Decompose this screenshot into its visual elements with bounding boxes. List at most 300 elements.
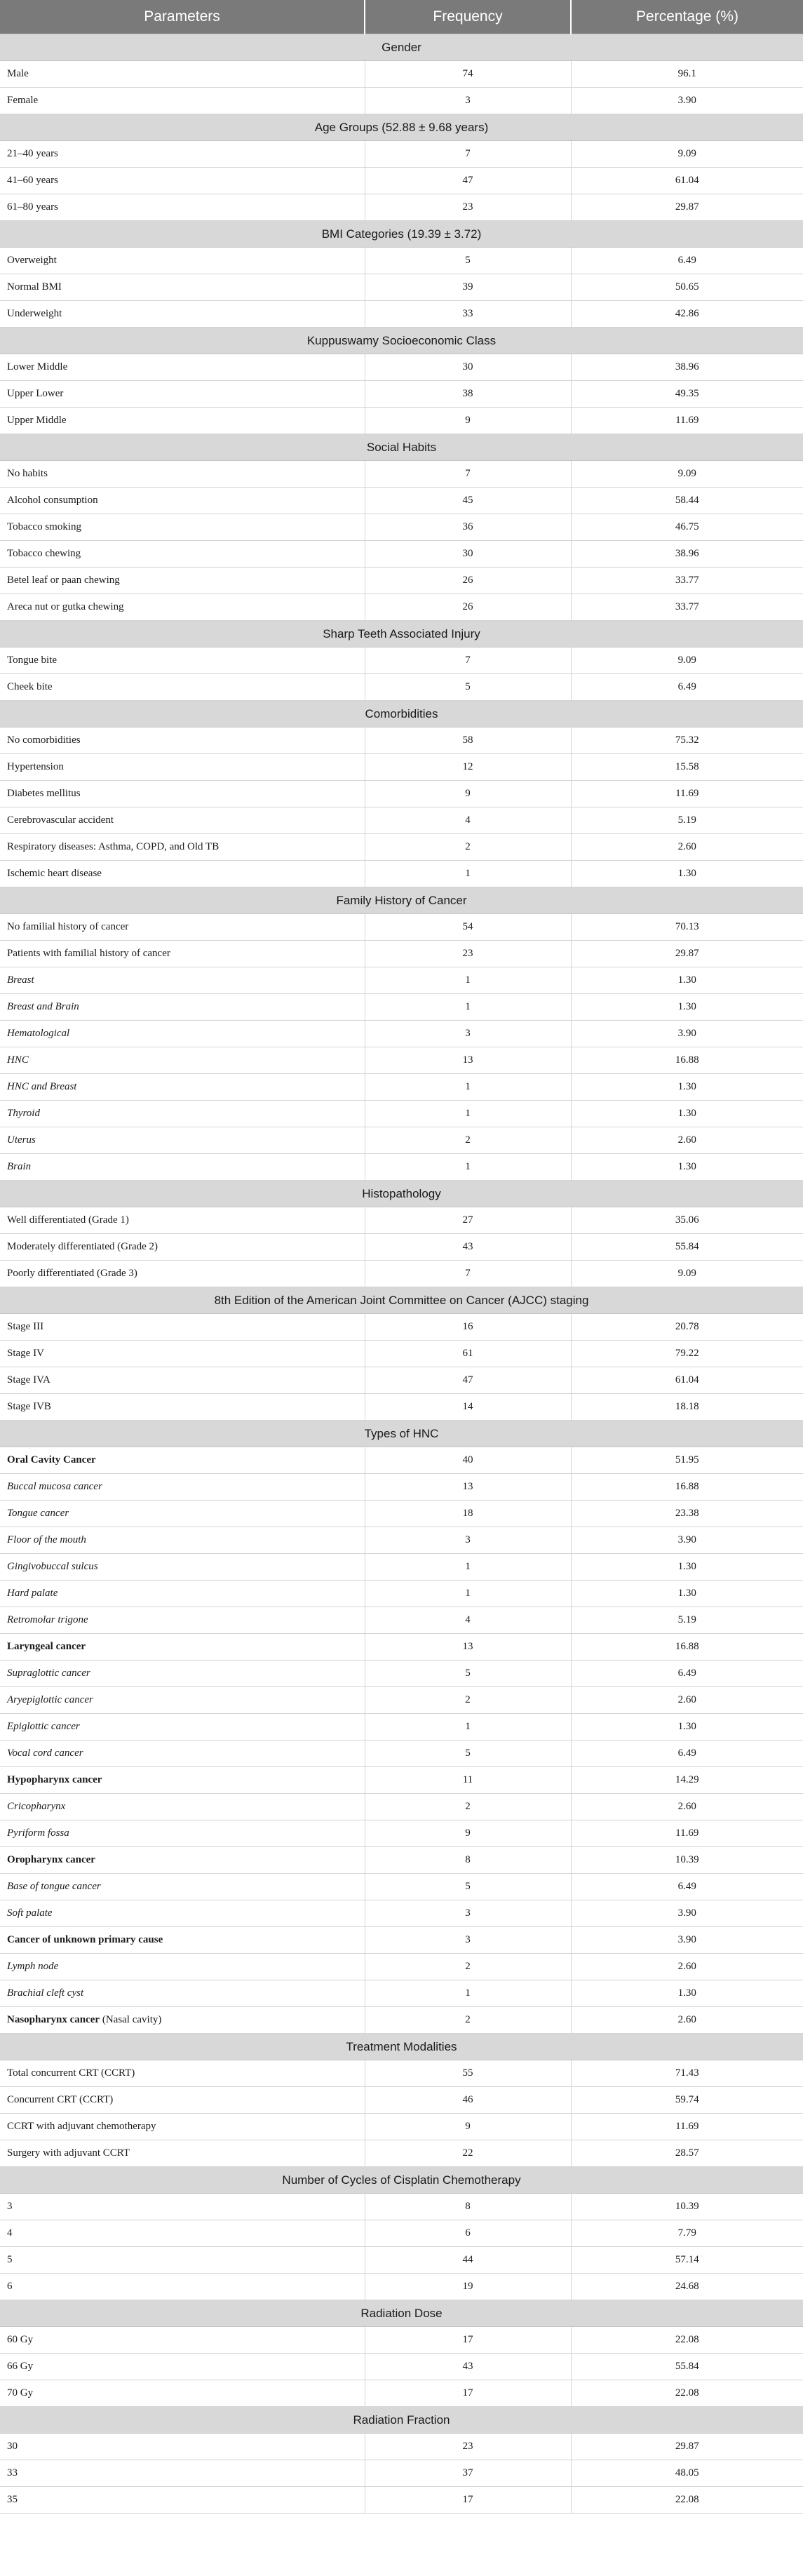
parameter-label: Hematological bbox=[7, 1028, 70, 1039]
table-row bbox=[0, 1394, 803, 1421]
table-row bbox=[0, 2327, 803, 2354]
percentage-cell: 33.77 bbox=[571, 568, 803, 594]
section-header-row bbox=[0, 434, 803, 461]
parameter-cell bbox=[0, 914, 365, 941]
parameter-label: No familial history of cancer bbox=[7, 921, 129, 932]
parameter-cell bbox=[0, 1740, 365, 1767]
parameter-label: Brain bbox=[7, 1161, 32, 1172]
parameter-cell bbox=[0, 1394, 365, 1421]
table-row bbox=[0, 941, 803, 967]
table-row bbox=[0, 1607, 803, 1634]
parameter-label: Stage IVB bbox=[7, 1401, 51, 1412]
parameter-label: 66 Gy bbox=[7, 2361, 34, 2372]
parameter-label: 21–40 years bbox=[7, 148, 58, 159]
percentage-cell: 46.75 bbox=[571, 514, 803, 541]
parameter-cell bbox=[0, 168, 365, 194]
parameter-cell bbox=[0, 2194, 365, 2220]
table-row bbox=[0, 1847, 803, 1874]
parameter-label: 61–80 years bbox=[7, 201, 58, 213]
header-row bbox=[0, 0, 803, 34]
table-row bbox=[0, 1767, 803, 1794]
percentage-cell: 22.08 bbox=[571, 2380, 803, 2407]
percentage-cell: 23.38 bbox=[571, 1501, 803, 1527]
frequency-cell: 9 bbox=[365, 781, 571, 807]
percentage-cell: 2.60 bbox=[571, 1127, 803, 1154]
percentage-cell: 1.30 bbox=[571, 1714, 803, 1740]
parameter-label: Retromolar trigone bbox=[7, 1614, 88, 1625]
percentage-cell: 1.30 bbox=[571, 1581, 803, 1607]
parameter-label: Tongue bite bbox=[7, 655, 58, 666]
table-row bbox=[0, 1447, 803, 1474]
percentage-cell: 38.96 bbox=[571, 354, 803, 381]
parameter-cell bbox=[0, 1474, 365, 1501]
frequency-cell: 17 bbox=[365, 2327, 571, 2354]
parameter-cell bbox=[0, 1527, 365, 1554]
table-row bbox=[0, 2060, 803, 2087]
table-header bbox=[0, 0, 803, 34]
percentage-cell: 71.43 bbox=[571, 2060, 803, 2087]
header-frequency: Frequency bbox=[365, 0, 571, 34]
parameter-label: Upper Middle bbox=[7, 415, 67, 426]
table-row bbox=[0, 648, 803, 674]
frequency-cell: 1 bbox=[365, 967, 571, 994]
parameter-cell bbox=[0, 514, 365, 541]
parameter-label: Buccal mucosa cancer bbox=[7, 1481, 102, 1492]
parameter-label: Supraglottic cancer bbox=[7, 1668, 90, 1679]
percentage-cell: 6.49 bbox=[571, 1740, 803, 1767]
parameter-label: Base of tongue cancer bbox=[7, 1881, 101, 1892]
parameter-label: HNC bbox=[7, 1054, 29, 1066]
parameter-label-suffix: (Nasal cavity) bbox=[100, 2014, 162, 2025]
parameter-cell bbox=[0, 1154, 365, 1181]
percentage-cell: 79.22 bbox=[571, 1341, 803, 1367]
table-row bbox=[0, 861, 803, 887]
percentage-cell: 1.30 bbox=[571, 1074, 803, 1101]
frequency-cell: 40 bbox=[365, 1447, 571, 1474]
parameter-cell bbox=[0, 1927, 365, 1954]
percentage-cell: 15.58 bbox=[571, 754, 803, 781]
table-row bbox=[0, 781, 803, 807]
section-header-row bbox=[0, 114, 803, 141]
percentage-cell: 1.30 bbox=[571, 1980, 803, 2007]
parameter-cell bbox=[0, 1954, 365, 1980]
frequency-cell: 7 bbox=[365, 141, 571, 168]
table-row bbox=[0, 2487, 803, 2514]
percentage-cell: 6.49 bbox=[571, 1874, 803, 1900]
parameter-cell bbox=[0, 941, 365, 967]
parameter-label: Tobacco chewing bbox=[7, 548, 81, 559]
frequency-cell: 1 bbox=[365, 1554, 571, 1581]
frequency-cell: 1 bbox=[365, 1101, 571, 1127]
frequency-cell: 2 bbox=[365, 1127, 571, 1154]
parameter-label: 60 Gy bbox=[7, 2334, 34, 2345]
percentage-cell: 5.19 bbox=[571, 807, 803, 834]
section-header-row bbox=[0, 2167, 803, 2194]
percentage-cell: 11.69 bbox=[571, 2114, 803, 2140]
percentage-cell: 20.78 bbox=[571, 1314, 803, 1341]
parameter-label: Respiratory diseases: Asthma, COPD, and Old TB bbox=[7, 841, 220, 852]
frequency-cell: 5 bbox=[365, 248, 571, 274]
section-header-row bbox=[0, 34, 803, 61]
parameter-label: 5 bbox=[7, 2254, 13, 2265]
percentage-cell: 22.08 bbox=[571, 2487, 803, 2514]
percentage-cell: 51.95 bbox=[571, 1447, 803, 1474]
frequency-cell: 6 bbox=[365, 2220, 571, 2247]
table-row bbox=[0, 594, 803, 621]
frequency-cell: 8 bbox=[365, 2194, 571, 2220]
table-row bbox=[0, 274, 803, 301]
parameter-label: Moderately differentiated (Grade 2) bbox=[7, 1241, 158, 1252]
parameter-cell bbox=[0, 194, 365, 221]
table-row bbox=[0, 168, 803, 194]
percentage-cell: 14.29 bbox=[571, 1767, 803, 1794]
percentage-cell: 10.39 bbox=[571, 1847, 803, 1874]
parameter-cell bbox=[0, 674, 365, 701]
parameter-cell bbox=[0, 1661, 365, 1687]
parameter-label: Tongue cancer bbox=[7, 1508, 69, 1519]
parameter-label: Thyroid bbox=[7, 1108, 40, 1119]
percentage-cell: 2.60 bbox=[571, 1954, 803, 1980]
parameter-label: Cerebrovascular accident bbox=[7, 814, 114, 826]
percentage-cell: 11.69 bbox=[571, 408, 803, 434]
section-header-row bbox=[0, 621, 803, 648]
parameter-cell bbox=[0, 1980, 365, 2007]
frequency-cell: 19 bbox=[365, 2274, 571, 2300]
frequency-cell: 7 bbox=[365, 461, 571, 488]
table-row bbox=[0, 1474, 803, 1501]
percentage-cell: 35.06 bbox=[571, 1207, 803, 1234]
frequency-cell: 9 bbox=[365, 1820, 571, 1847]
table-row bbox=[0, 807, 803, 834]
frequency-cell: 55 bbox=[365, 2060, 571, 2087]
percentage-cell: 29.87 bbox=[571, 941, 803, 967]
frequency-cell: 9 bbox=[365, 408, 571, 434]
table-row bbox=[0, 1234, 803, 1261]
percentage-cell: 3.90 bbox=[571, 1900, 803, 1927]
percentage-cell: 3.90 bbox=[571, 1021, 803, 1047]
table-row bbox=[0, 2194, 803, 2220]
frequency-cell: 26 bbox=[365, 568, 571, 594]
parameter-label: Overweight bbox=[7, 255, 57, 266]
parameter-label: Male bbox=[7, 68, 29, 79]
percentage-cell: 57.14 bbox=[571, 2247, 803, 2274]
parameter-label: 41–60 years bbox=[7, 175, 58, 186]
parameter-label: Tobacco smoking bbox=[7, 521, 82, 532]
parameter-label: Vocal cord cancer bbox=[7, 1747, 83, 1759]
parameter-label: Underweight bbox=[7, 308, 62, 319]
table-row bbox=[0, 1927, 803, 1954]
parameter-cell bbox=[0, 408, 365, 434]
parameter-label: CCRT with adjuvant chemotherapy bbox=[7, 2121, 156, 2132]
parameter-cell bbox=[0, 648, 365, 674]
parameter-label: Laryngeal cancer bbox=[7, 1641, 86, 1652]
frequency-cell: 2 bbox=[365, 1687, 571, 1714]
parameter-cell bbox=[0, 1207, 365, 1234]
parameter-cell bbox=[0, 2434, 365, 2460]
percentage-cell: 9.09 bbox=[571, 1261, 803, 1287]
frequency-cell: 1 bbox=[365, 1074, 571, 1101]
frequency-cell: 17 bbox=[365, 2487, 571, 2514]
frequency-cell: 2 bbox=[365, 1794, 571, 1820]
parameter-cell bbox=[0, 1607, 365, 1634]
table-row bbox=[0, 488, 803, 514]
percentage-cell: 5.19 bbox=[571, 1607, 803, 1634]
table-row bbox=[0, 1527, 803, 1554]
table-row bbox=[0, 1314, 803, 1341]
parameter-cell bbox=[0, 781, 365, 807]
table-row bbox=[0, 1047, 803, 1074]
parameter-cell bbox=[0, 754, 365, 781]
frequency-cell: 13 bbox=[365, 1047, 571, 1074]
parameter-cell bbox=[0, 2220, 365, 2247]
table-row bbox=[0, 967, 803, 994]
table-row bbox=[0, 2274, 803, 2300]
parameter-cell bbox=[0, 1127, 365, 1154]
parameter-label: Hard palate bbox=[7, 1588, 58, 1599]
parameter-cell bbox=[0, 461, 365, 488]
frequency-cell: 7 bbox=[365, 648, 571, 674]
percentage-cell: 33.77 bbox=[571, 594, 803, 621]
frequency-cell: 2 bbox=[365, 1954, 571, 1980]
parameter-cell bbox=[0, 1341, 365, 1367]
parameter-cell bbox=[0, 1261, 365, 1287]
percentage-cell: 3.90 bbox=[571, 88, 803, 114]
percentage-cell: 7.79 bbox=[571, 2220, 803, 2247]
parameter-label: No comorbidities bbox=[7, 734, 81, 746]
parameter-label: Stage IVA bbox=[7, 1374, 50, 1386]
parameter-label: Cheek bite bbox=[7, 681, 53, 692]
table-row bbox=[0, 194, 803, 221]
percentage-cell: 24.68 bbox=[571, 2274, 803, 2300]
parameter-label: Pyriform fossa bbox=[7, 1827, 69, 1839]
table-row bbox=[0, 1714, 803, 1740]
percentage-cell: 16.88 bbox=[571, 1047, 803, 1074]
section-title: Number of Cycles of Cisplatin Chemotherapy bbox=[0, 2167, 803, 2194]
parameter-cell bbox=[0, 381, 365, 408]
parameter-cell bbox=[0, 1554, 365, 1581]
frequency-cell: 5 bbox=[365, 1740, 571, 1767]
percentage-cell: 3.90 bbox=[571, 1527, 803, 1554]
percentage-cell: 75.32 bbox=[571, 727, 803, 754]
parameter-cell bbox=[0, 1820, 365, 1847]
parameter-cell bbox=[0, 2327, 365, 2354]
frequency-cell: 3 bbox=[365, 1927, 571, 1954]
table-row bbox=[0, 1154, 803, 1181]
frequency-cell: 8 bbox=[365, 1847, 571, 1874]
parameter-cell bbox=[0, 2007, 365, 2034]
frequency-cell: 26 bbox=[365, 594, 571, 621]
parameter-label: Lower Middle bbox=[7, 361, 68, 373]
parameter-label: Diabetes mellitus bbox=[7, 788, 81, 799]
frequency-cell: 47 bbox=[365, 1367, 571, 1394]
parameter-label: Floor of the mouth bbox=[7, 1534, 86, 1545]
percentage-cell: 2.60 bbox=[571, 1687, 803, 1714]
frequency-cell: 1 bbox=[365, 1714, 571, 1740]
table-row bbox=[0, 301, 803, 328]
section-header-row bbox=[0, 1287, 803, 1314]
frequency-cell: 16 bbox=[365, 1314, 571, 1341]
frequency-cell: 1 bbox=[365, 1980, 571, 2007]
parameter-label: Normal BMI bbox=[7, 281, 62, 293]
parameter-cell bbox=[0, 1101, 365, 1127]
parameter-cell bbox=[0, 1634, 365, 1661]
table-row bbox=[0, 1687, 803, 1714]
parameter-cell bbox=[0, 994, 365, 1021]
parameter-label: Stage III bbox=[7, 1321, 44, 1332]
section-title: Family History of Cancer bbox=[0, 887, 803, 914]
frequency-cell: 44 bbox=[365, 2247, 571, 2274]
frequency-cell: 3 bbox=[365, 1900, 571, 1927]
frequency-cell: 30 bbox=[365, 354, 571, 381]
parameter-label: Oropharynx cancer bbox=[7, 1854, 95, 1865]
table-row bbox=[0, 1074, 803, 1101]
percentage-cell: 96.1 bbox=[571, 61, 803, 88]
section-title: Treatment Modalities bbox=[0, 2034, 803, 2060]
percentage-cell: 1.30 bbox=[571, 994, 803, 1021]
parameter-cell bbox=[0, 1074, 365, 1101]
percentage-cell: 2.60 bbox=[571, 1794, 803, 1820]
table-row bbox=[0, 1954, 803, 1980]
frequency-cell: 1 bbox=[365, 861, 571, 887]
parameter-label: 6 bbox=[7, 2281, 13, 2292]
percentage-cell: 16.88 bbox=[571, 1634, 803, 1661]
parameter-label: Lymph node bbox=[7, 1961, 59, 1972]
parameter-cell bbox=[0, 274, 365, 301]
parameter-label: 3 bbox=[7, 2201, 13, 2212]
parameter-cell bbox=[0, 2087, 365, 2114]
parameter-cell bbox=[0, 61, 365, 88]
section-header-row bbox=[0, 1421, 803, 1447]
frequency-cell: 13 bbox=[365, 1634, 571, 1661]
parameter-label: Patients with familial history of cancer bbox=[7, 948, 170, 959]
parameter-label: Cricopharynx bbox=[7, 1801, 66, 1812]
frequency-cell: 5 bbox=[365, 674, 571, 701]
parameter-cell bbox=[0, 2140, 365, 2167]
frequency-cell: 22 bbox=[365, 2140, 571, 2167]
table-row bbox=[0, 1127, 803, 1154]
percentage-cell: 6.49 bbox=[571, 248, 803, 274]
section-title: Types of HNC bbox=[0, 1421, 803, 1447]
frequency-cell: 1 bbox=[365, 1154, 571, 1181]
table-row bbox=[0, 381, 803, 408]
parameter-cell bbox=[0, 1501, 365, 1527]
table-row bbox=[0, 88, 803, 114]
parameter-cell bbox=[0, 834, 365, 861]
parameter-cell bbox=[0, 1714, 365, 1740]
parameter-cell bbox=[0, 1794, 365, 1820]
percentage-cell: 3.90 bbox=[571, 1927, 803, 1954]
frequency-cell: 7 bbox=[365, 1261, 571, 1287]
frequency-cell: 5 bbox=[365, 1661, 571, 1687]
table-row bbox=[0, 541, 803, 568]
parameter-cell bbox=[0, 2487, 365, 2514]
parameter-label: Total concurrent CRT (CCRT) bbox=[7, 2067, 135, 2079]
percentage-cell: 6.49 bbox=[571, 674, 803, 701]
parameter-label: Poorly differentiated (Grade 3) bbox=[7, 1268, 137, 1279]
parameter-cell bbox=[0, 1047, 365, 1074]
section-title: BMI Categories (19.39 ± 3.72) bbox=[0, 221, 803, 248]
parameter-cell bbox=[0, 1367, 365, 1394]
parameter-cell bbox=[0, 967, 365, 994]
percentage-cell: 38.96 bbox=[571, 541, 803, 568]
table-row bbox=[0, 408, 803, 434]
parameter-cell bbox=[0, 1900, 365, 1927]
parameter-cell bbox=[0, 1447, 365, 1474]
section-title: Kuppuswamy Socioeconomic Class bbox=[0, 328, 803, 354]
parameter-label: Breast bbox=[7, 974, 34, 986]
percentage-cell: 1.30 bbox=[571, 1154, 803, 1181]
parameter-label: HNC and Breast bbox=[7, 1081, 77, 1092]
parameter-cell bbox=[0, 141, 365, 168]
table-row bbox=[0, 1874, 803, 1900]
parameter-label: Alcohol consumption bbox=[7, 495, 98, 506]
section-header-row bbox=[0, 2034, 803, 2060]
frequency-cell: 38 bbox=[365, 381, 571, 408]
parameter-label: Concurrent CRT (CCRT) bbox=[7, 2094, 114, 2105]
percentage-cell: 16.88 bbox=[571, 1474, 803, 1501]
table-row bbox=[0, 727, 803, 754]
table-row bbox=[0, 1634, 803, 1661]
table-row bbox=[0, 2380, 803, 2407]
table-row bbox=[0, 1261, 803, 1287]
frequency-cell: 33 bbox=[365, 301, 571, 328]
parameter-cell bbox=[0, 354, 365, 381]
parameter-cell bbox=[0, 594, 365, 621]
frequency-cell: 74 bbox=[365, 61, 571, 88]
parameter-label: Female bbox=[7, 95, 39, 106]
table-row bbox=[0, 914, 803, 941]
frequency-cell: 12 bbox=[365, 754, 571, 781]
frequency-cell: 4 bbox=[365, 1607, 571, 1634]
parameter-label: Nasopharynx cancer bbox=[7, 2014, 100, 2025]
table-row bbox=[0, 834, 803, 861]
parameter-label: 35 bbox=[7, 2494, 18, 2505]
parameter-cell bbox=[0, 301, 365, 328]
parameter-label: 4 bbox=[7, 2227, 13, 2239]
frequency-cell: 27 bbox=[365, 1207, 571, 1234]
table-row bbox=[0, 354, 803, 381]
parameter-label: Ischemic heart disease bbox=[7, 868, 102, 879]
section-header-row bbox=[0, 221, 803, 248]
table-row bbox=[0, 568, 803, 594]
parameter-cell bbox=[0, 861, 365, 887]
percentage-cell: 29.87 bbox=[571, 2434, 803, 2460]
frequency-cell: 2 bbox=[365, 2007, 571, 2034]
table-row bbox=[0, 2114, 803, 2140]
table-row bbox=[0, 1367, 803, 1394]
frequency-cell: 30 bbox=[365, 541, 571, 568]
parameter-cell bbox=[0, 807, 365, 834]
frequency-cell: 37 bbox=[365, 2460, 571, 2487]
section-header-row bbox=[0, 1181, 803, 1207]
percentage-cell: 1.30 bbox=[571, 1554, 803, 1581]
percentage-cell: 2.60 bbox=[571, 2007, 803, 2034]
frequency-cell: 3 bbox=[365, 88, 571, 114]
parameter-cell bbox=[0, 2114, 365, 2140]
frequency-cell: 43 bbox=[365, 2354, 571, 2380]
parameter-cell bbox=[0, 2247, 365, 2274]
section-title: Comorbidities bbox=[0, 701, 803, 727]
frequency-cell: 18 bbox=[365, 1501, 571, 1527]
percentage-cell: 55.84 bbox=[571, 2354, 803, 2380]
table-row bbox=[0, 1820, 803, 1847]
percentage-cell: 50.65 bbox=[571, 274, 803, 301]
table-row bbox=[0, 2247, 803, 2274]
parameter-label: Upper Lower bbox=[7, 388, 64, 399]
percentage-cell: 29.87 bbox=[571, 194, 803, 221]
parameter-label: 30 bbox=[7, 2441, 18, 2452]
frequency-cell: 61 bbox=[365, 1341, 571, 1367]
